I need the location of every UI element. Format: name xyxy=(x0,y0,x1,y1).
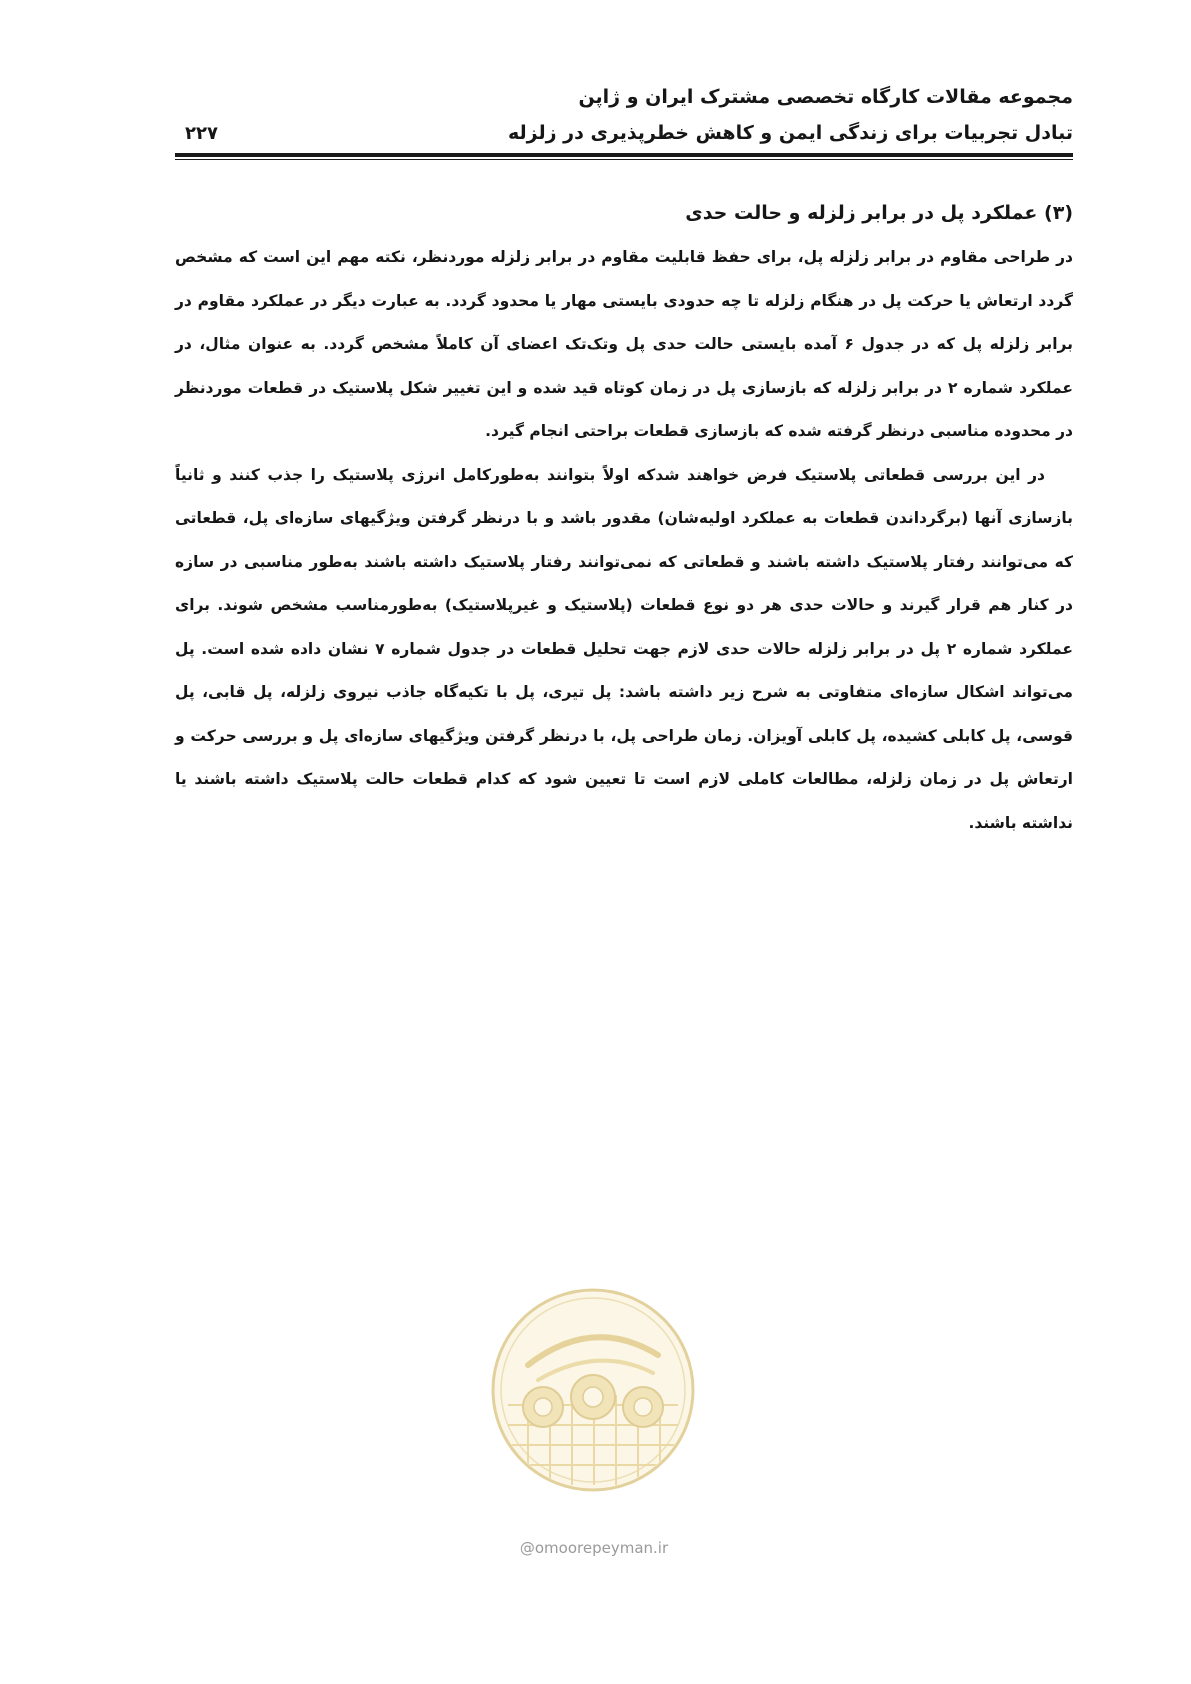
section-heading: (۳) عملکرد پل در برابر زلزله و حالت حدی xyxy=(685,202,1073,224)
header-title-line2: تبادل تجربیات برای زندگی ایمن و کاهش خطرپذیری در زلزله xyxy=(508,122,1073,144)
seal-icon xyxy=(488,1285,698,1495)
paragraph-1: در طراحی مقاوم در برابر زلزله پل، برای حفظ قابلیت مقاوم در برابر زلزله موردنظر، نکته مهم این است که مشخص گردد ارتعاش یا حرکت پل در هنگام زلزله تا چه حدودی بایستی مهار یا محدود گردد. به عبارت دیگر در عملکرد مقاوم در برابر زلزله پل که در جدول ۶ آمده بایستی حالت حدی پل وتک‌تک اعضای آن کاملاً مشخص گردد. به عنوان مثال، در عملکرد شماره ۲ در برابر زلزله که بازسازی پل در زمان کوتاه قید شده و این تغییر شکل پلاستیک در قطعات موردنظر در محدوده مناسبی درنظر گرفته شده که بازسازی قطعات براحتی انجام گیرد. xyxy=(175,248,1073,440)
page-header xyxy=(175,86,1073,164)
header-rule-thin xyxy=(175,159,1073,160)
watermark-seal xyxy=(488,1285,698,1495)
header-rule-thick xyxy=(175,153,1073,157)
watermark-url: @omoorepeyman.ir xyxy=(519,1539,669,1557)
header-title-line1: مجموعه مقالات کارگاه تخصصی مشترک ایران و ژاپن xyxy=(578,86,1073,108)
page-number: ۲۲۷ xyxy=(185,123,218,144)
main-content xyxy=(175,196,1073,845)
paragraph-2: در این بررسی قطعاتی پلاستیک فرض خواهند شدکه اولاً بتوانند به‌طورکامل انرژی پلاستیک را جذب کنند و ثانیاً بازسازی آنها (برگرداندن قطعات به عملکرد اولیه‌شان) مقدور باشد و با درنظر گرفتن ویژگیهای سازه‌ای پل، قطعاتی که می‌توانند رفتار پلاستیک داشته باشند و قطعاتی که نمی‌توانند رفتار پلاستیک داشته باشند به‌طور مناسبی در سازه در کنار هم قرار گیرند و حالات حدی هر دو نوع قطعات (پلاستیک و غیرپلاستیک) به‌طورمناسب مشخص شوند. برای عملکرد شماره ۲ پل در برابر زلزله حالات حدی لازم جهت تحلیل قطعات در جدول شماره ۷ نشان داده شده است. پل می‌تواند اشکال سازه‌ای متفاوتی به شرح زیر داشته باشد: پل تیری، پل با تکیه‌گاه جاذب نیروی زلزله، پل قابی، پل قوسی، پل کابلی کشیده، پل کابلی آویزان. زمان طراحی پل، با درنظر گرفتن ویژگیهای سازه‌ای پل و بررسی حرکت و ارتعاش پل در زمان زلزله، مطالعات کاملی لازم است تا تعیین شود که کدام قطعات حالت پلاستیک داشته باشند یا نداشته باشند. xyxy=(175,465,1073,832)
